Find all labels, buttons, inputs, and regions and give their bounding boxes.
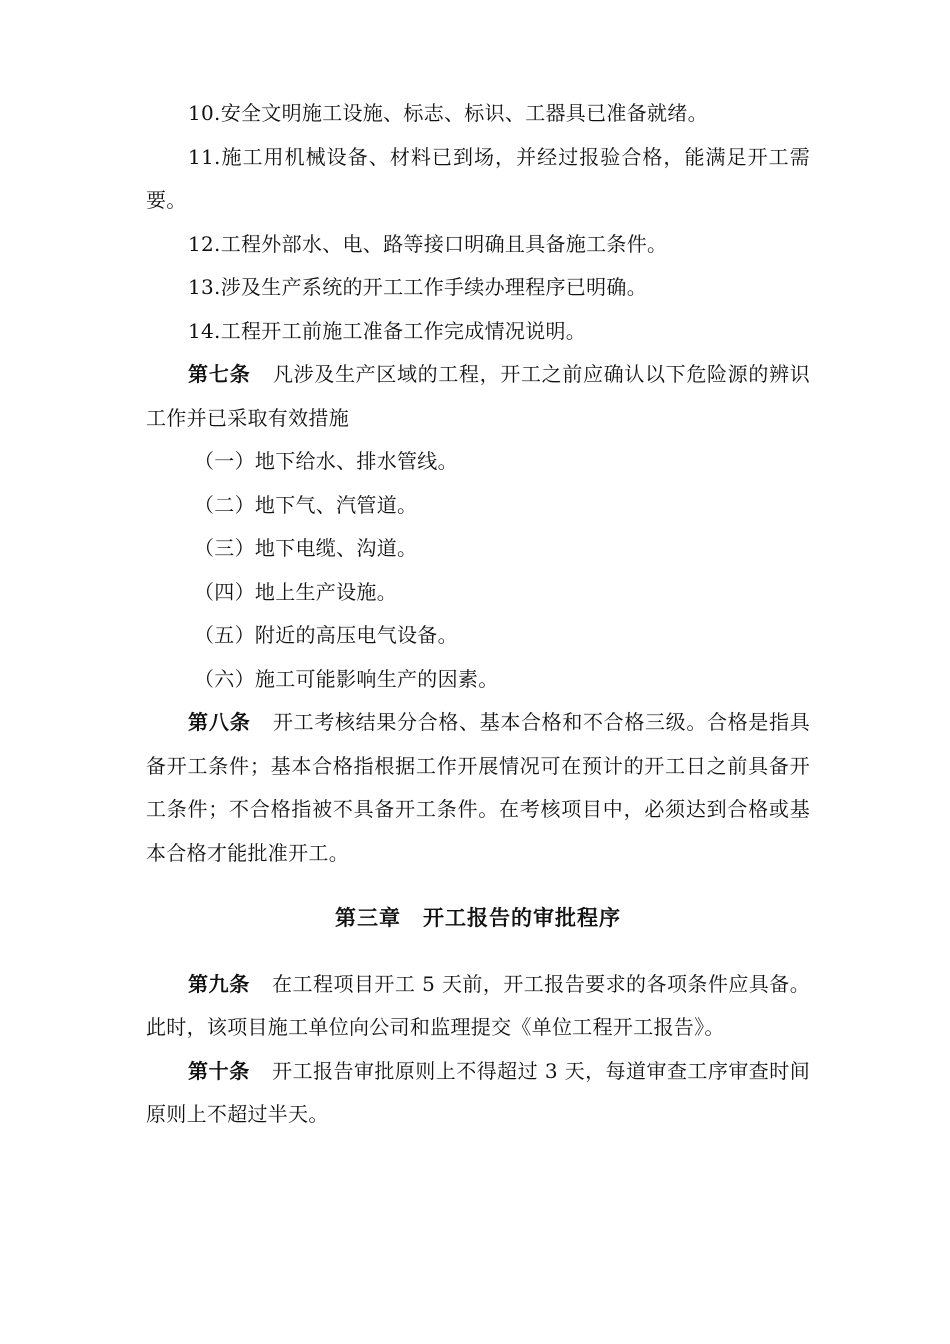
chapter-heading bbox=[146, 897, 810, 941]
hazard-item: （四）地上生产设施。 bbox=[194, 579, 397, 604]
article-7 bbox=[146, 353, 810, 440]
article-text: 开工考核结果分合格、基本合格和不合格三级。合格是指具备开工条件；基本合格指根据工作开展情况可在预计的开工日之前具备开工条件；不合格指被不具备开工条件。在考核项目中，必须达到合格或基本合格才能批准开工。 bbox=[146, 710, 810, 865]
document-page bbox=[146, 92, 810, 1137]
hazard-item: （三）地下电缆、沟道。 bbox=[194, 536, 418, 560]
article-label: 第八条 bbox=[188, 710, 251, 734]
article-10 bbox=[146, 1050, 810, 1137]
list-item: 12.工程外部水、电、路等接口明确且具备施工条件。 bbox=[188, 231, 668, 256]
article-text: 凡涉及生产区域的工程，开工之前应确认以下危险源的辨识工作并已采取有效措施 bbox=[146, 362, 810, 430]
list-item: 13.涉及生产系统的开工工作手续办理程序已明确。 bbox=[188, 275, 648, 299]
hazard-item: （二）地下气、汽管道。 bbox=[194, 492, 418, 517]
article-text: 开工报告审批原则上不得超过 3 天，每道审查工序审查时间原则上不超过半天。 bbox=[146, 1058, 810, 1126]
article-8 bbox=[146, 701, 810, 875]
list-item: 14.工程开工前施工准备工作完成情况说明。 bbox=[188, 318, 587, 343]
chapter-number: 第三章 bbox=[335, 906, 401, 930]
list-item: 10.安全文明施工设施、标志、标识、工器具已准备就绪。 bbox=[188, 101, 708, 125]
article-label: 第十条 bbox=[188, 1058, 250, 1083]
hazard-item: （六）施工可能影响生产的因素。 bbox=[194, 666, 499, 691]
article-label: 第九条 bbox=[188, 971, 250, 996]
article-text: 在工程项目开工 5 天前，开工报告要求的各项条件应具备。此时，该项目施工单位向公司和监理提交《单位工程开工报告》。 bbox=[146, 971, 810, 1039]
article-label: 第七条 bbox=[188, 362, 251, 386]
hazard-item: （五）附近的高压电气设备。 bbox=[194, 623, 458, 647]
list-item: 11.施工用机械设备、材料已到场，并经过报验合格，能满足开工需要。 bbox=[146, 144, 810, 212]
article-9 bbox=[146, 963, 810, 1050]
chapter-title: 开工报告的审批程序 bbox=[423, 906, 621, 930]
hazard-item: （一）地下给水、排水管线。 bbox=[194, 449, 458, 473]
